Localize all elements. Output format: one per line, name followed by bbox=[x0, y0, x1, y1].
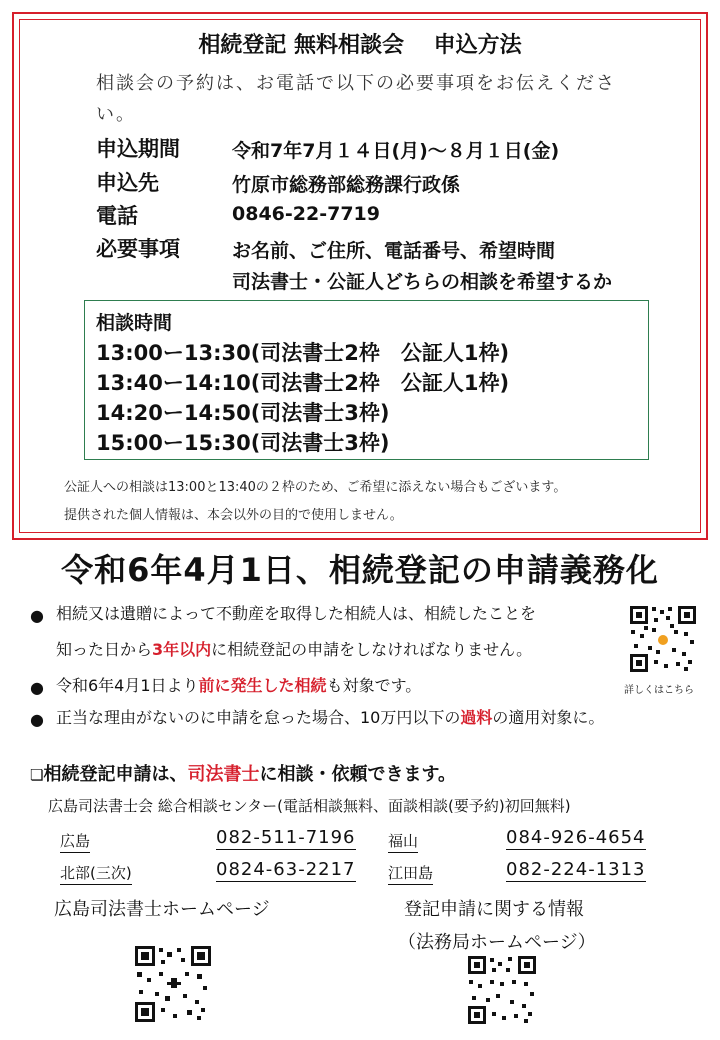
time-slot: 15:00ー15:30(司法書士3枠) bbox=[96, 431, 390, 455]
office-phone[interactable]: 082-224-1313 bbox=[506, 859, 646, 880]
bullet-text: に相続登記の申請をしなければなりません。 bbox=[211, 640, 533, 659]
label-destination: 申込先 bbox=[96, 171, 159, 195]
time-slot: 13:00ー13:30(司法書士2枠 公証人1枠) bbox=[96, 341, 510, 365]
office-phone[interactable]: 084-926-4654 bbox=[506, 827, 646, 848]
time-title: 相談時間 bbox=[96, 312, 173, 334]
link-label-shiho[interactable]: 広島司法書士ホームページ bbox=[54, 899, 270, 920]
qr-code-icon[interactable] bbox=[628, 604, 698, 674]
qr-caption: 詳しくはこちら bbox=[624, 685, 694, 696]
intro-text: 相談会の予約は、お電話で以下の必要事項をお伝えください。 bbox=[96, 73, 616, 125]
qr-code-icon[interactable] bbox=[466, 954, 538, 1026]
bullet-text: の適用対象に。 bbox=[492, 708, 605, 727]
bullet-line bbox=[56, 634, 532, 666]
emphasis-text: 3年以内 bbox=[152, 640, 212, 659]
value-required-1: お名前、ご住所、電話番号、希望時間 bbox=[232, 240, 556, 262]
note-notary: 公証人への相談は13:00と13:40の２枠のため、ご希望に添えない場合もございます。 bbox=[64, 480, 567, 495]
bullet-line bbox=[56, 702, 604, 734]
value-destination: 竹原市総務部総務課行政係 bbox=[232, 174, 461, 196]
box-title: 相続登記 無料相談会 申込方法 bbox=[198, 33, 522, 58]
label-required: 必要事項 bbox=[96, 237, 180, 261]
bullet-text: 相続又は遺贈によって不動産を取得した相続人は、相続したことを bbox=[56, 604, 537, 623]
bullet-icon: ● bbox=[30, 678, 44, 697]
bullet-text: 知った日から bbox=[56, 640, 153, 659]
consult-head-pre: 相続登記申請は、 bbox=[43, 764, 188, 785]
time-slot: 13:40ー14:10(司法書士2枠 公証人1枠) bbox=[96, 371, 510, 395]
bullet-icon: ● bbox=[30, 606, 44, 625]
link-label-houmu-1[interactable]: 登記申請に関する情報 bbox=[404, 899, 584, 920]
office-name: 北部(三次) bbox=[60, 862, 132, 885]
office-phone[interactable]: 082-511-7196 bbox=[216, 827, 356, 848]
headline: 令和6年4月1日、相続登記の申請義務化 bbox=[61, 551, 659, 589]
emphasis-text: 前に発生した相続 bbox=[198, 676, 327, 695]
office-name: 広島 bbox=[60, 830, 90, 853]
checkbox-icon: ❏ bbox=[30, 766, 44, 784]
value-period: 令和7年7月１４日(月)～８月１日(金) bbox=[232, 140, 560, 162]
bullet-text: 正当な理由がないのに申請を怠った場合、10万円以下の bbox=[56, 708, 461, 727]
bullet-text: も対象です。 bbox=[326, 676, 422, 695]
label-phone: 電話 bbox=[96, 204, 138, 228]
bullet-line bbox=[56, 670, 421, 702]
office-name: 江田島 bbox=[388, 862, 433, 885]
consult-head-post: に相談・依頼できます。 bbox=[259, 764, 457, 785]
note-privacy: 提供された個人情報は、本会以外の目的で使用しません。 bbox=[64, 508, 403, 523]
consult-heading bbox=[30, 760, 456, 786]
consult-center: 広島司法書士会 総合相談センター(電話相談無料、面談相談(要予約)初回無料) bbox=[48, 797, 571, 815]
value-phone: 0846-22-7719 bbox=[232, 203, 380, 225]
qr-code-icon[interactable] bbox=[133, 944, 213, 1024]
label-period: 申込期間 bbox=[96, 137, 180, 161]
bullet-text: 令和6年4月1日より bbox=[56, 676, 199, 695]
value-required-2: 司法書士・公証人どちらの相談を希望するか bbox=[232, 271, 613, 293]
office-name: 福山 bbox=[388, 830, 418, 853]
consult-head-red: 司法書士 bbox=[187, 764, 260, 785]
bullet-icon: ● bbox=[30, 710, 44, 729]
bullet-line bbox=[56, 598, 536, 630]
time-slot: 14:20ー14:50(司法書士3枠) bbox=[96, 401, 390, 425]
emphasis-text: 過料 bbox=[460, 708, 493, 727]
link-label-houmu-2[interactable]: （法務局ホームページ） bbox=[398, 932, 596, 953]
office-phone[interactable]: 0824-63-2217 bbox=[216, 859, 356, 880]
